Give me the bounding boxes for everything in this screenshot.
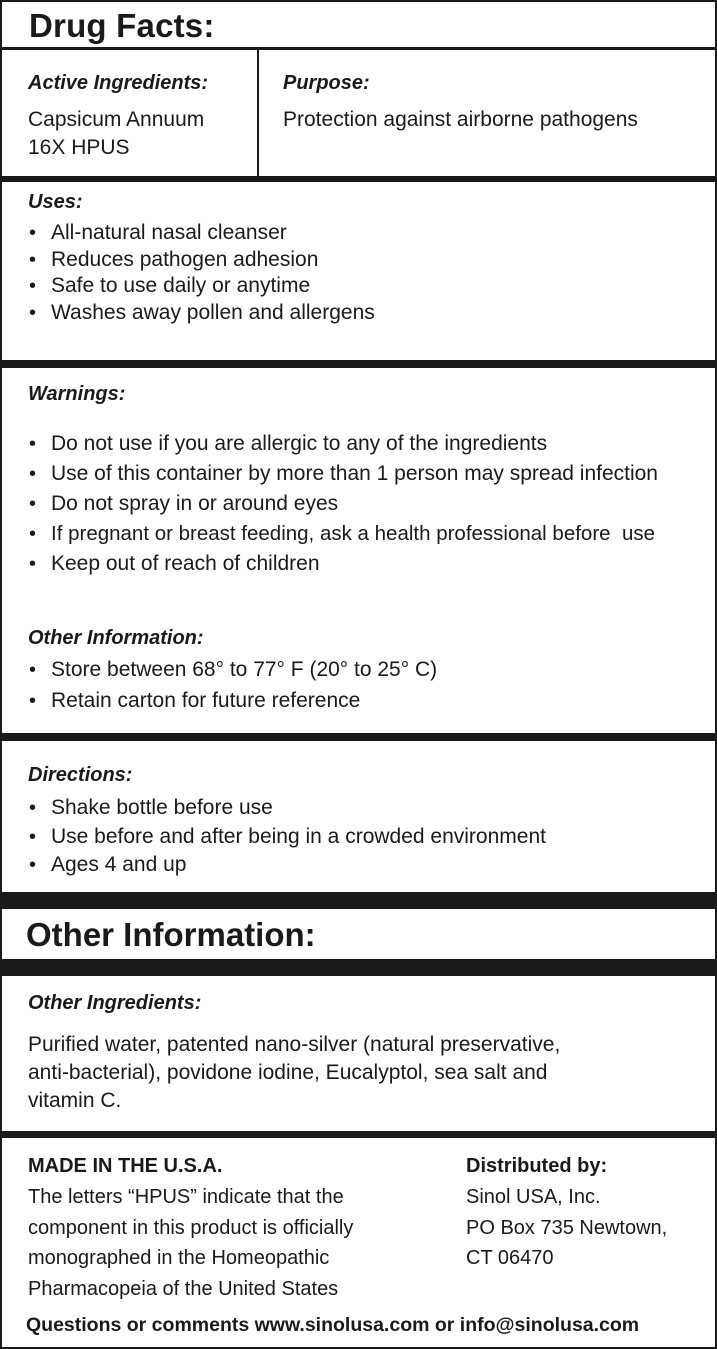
thick-divider: [2, 892, 715, 909]
uses-heading: Uses:: [28, 191, 83, 213]
directions-list: [28, 794, 546, 880]
list-item: • Retain carton for future reference: [28, 686, 437, 717]
list-item: • Ages 4 and up: [28, 851, 546, 880]
thick-divider: [2, 176, 715, 182]
other-ingredients-heading: Other Ingredients:: [28, 992, 202, 1014]
thick-divider: [2, 1131, 715, 1138]
thick-divider: [2, 733, 715, 741]
list-item: • Store between 68° to 77° F (20° to 25° C): [28, 655, 437, 686]
list-item: • Use of this container by more than 1 person may spread infection: [28, 459, 717, 489]
list-item: • Reduces pathogen adhesion: [28, 247, 375, 274]
list-item: • Safe to use daily or anytime: [28, 273, 375, 300]
other-information-title: Other Information:: [26, 916, 316, 953]
active-ingredient-strength: 16X HPUS: [28, 136, 130, 159]
list-item: • All-natural nasal cleanser: [28, 220, 375, 247]
purpose-text: Protection against airborne pathogens: [283, 108, 638, 131]
list-item: • Shake bottle before use: [28, 794, 546, 823]
hpus-note-line: Pharmacopeia of the United States: [28, 1277, 339, 1300]
other-ingredients-line: vitamin C.: [28, 1089, 122, 1112]
distributor-address: PO Box 735 Newtown,: [466, 1216, 668, 1239]
distributor-city: CT 06470: [466, 1247, 554, 1269]
other-ingredients-line: Purified water, patented nano-silver (natural preservative,: [28, 1033, 561, 1056]
hpus-note-line: component in this product is officially: [28, 1216, 354, 1239]
contact-footer: Questions or comments www.sinolusa.com or info@sinolusa.com: [26, 1314, 640, 1336]
other-information-list: [28, 655, 437, 716]
other-ingredients-line: anti-bacterial), povidone iodine, Eucalyptol, sea salt and: [28, 1061, 548, 1084]
directions-heading: Directions:: [28, 764, 133, 786]
distributed-by-heading: Distributed by:: [466, 1155, 608, 1177]
list-item: • Use before and after being in a crowded environment: [28, 823, 546, 852]
uses-list: [28, 220, 375, 326]
list-item: • Keep out of reach of children: [28, 549, 717, 579]
list-item: • Do not spray in or around eyes: [28, 489, 717, 519]
drug-facts-title: Drug Facts:: [29, 7, 215, 44]
distributor-name: Sinol USA, Inc.: [466, 1186, 601, 1208]
hpus-note-line: The letters “HPUS” indicate that the: [28, 1186, 344, 1208]
list-item: • If pregnant or breast feeding, ask a health professional before use: [28, 519, 717, 549]
thick-divider: [2, 360, 715, 368]
active-ingredients-heading: Active Ingredients:: [28, 72, 209, 94]
column-divider: [257, 49, 259, 177]
purpose-heading: Purpose:: [283, 72, 370, 94]
made-in-usa-heading: MADE IN THE U.S.A.: [28, 1155, 223, 1177]
warnings-list: [28, 429, 717, 579]
warnings-heading: Warnings:: [28, 383, 126, 405]
other-information-heading: Other Information:: [28, 627, 204, 649]
active-ingredient-name: Capsicum Annuum: [28, 108, 205, 131]
hpus-note-line: monographed in the Homeopathic: [28, 1247, 330, 1269]
list-item: • Do not use if you are allergic to any of the ingredients: [28, 429, 717, 459]
divider: [2, 47, 715, 50]
list-item: • Washes away pollen and allergens: [28, 300, 375, 327]
thick-divider: [2, 959, 715, 976]
